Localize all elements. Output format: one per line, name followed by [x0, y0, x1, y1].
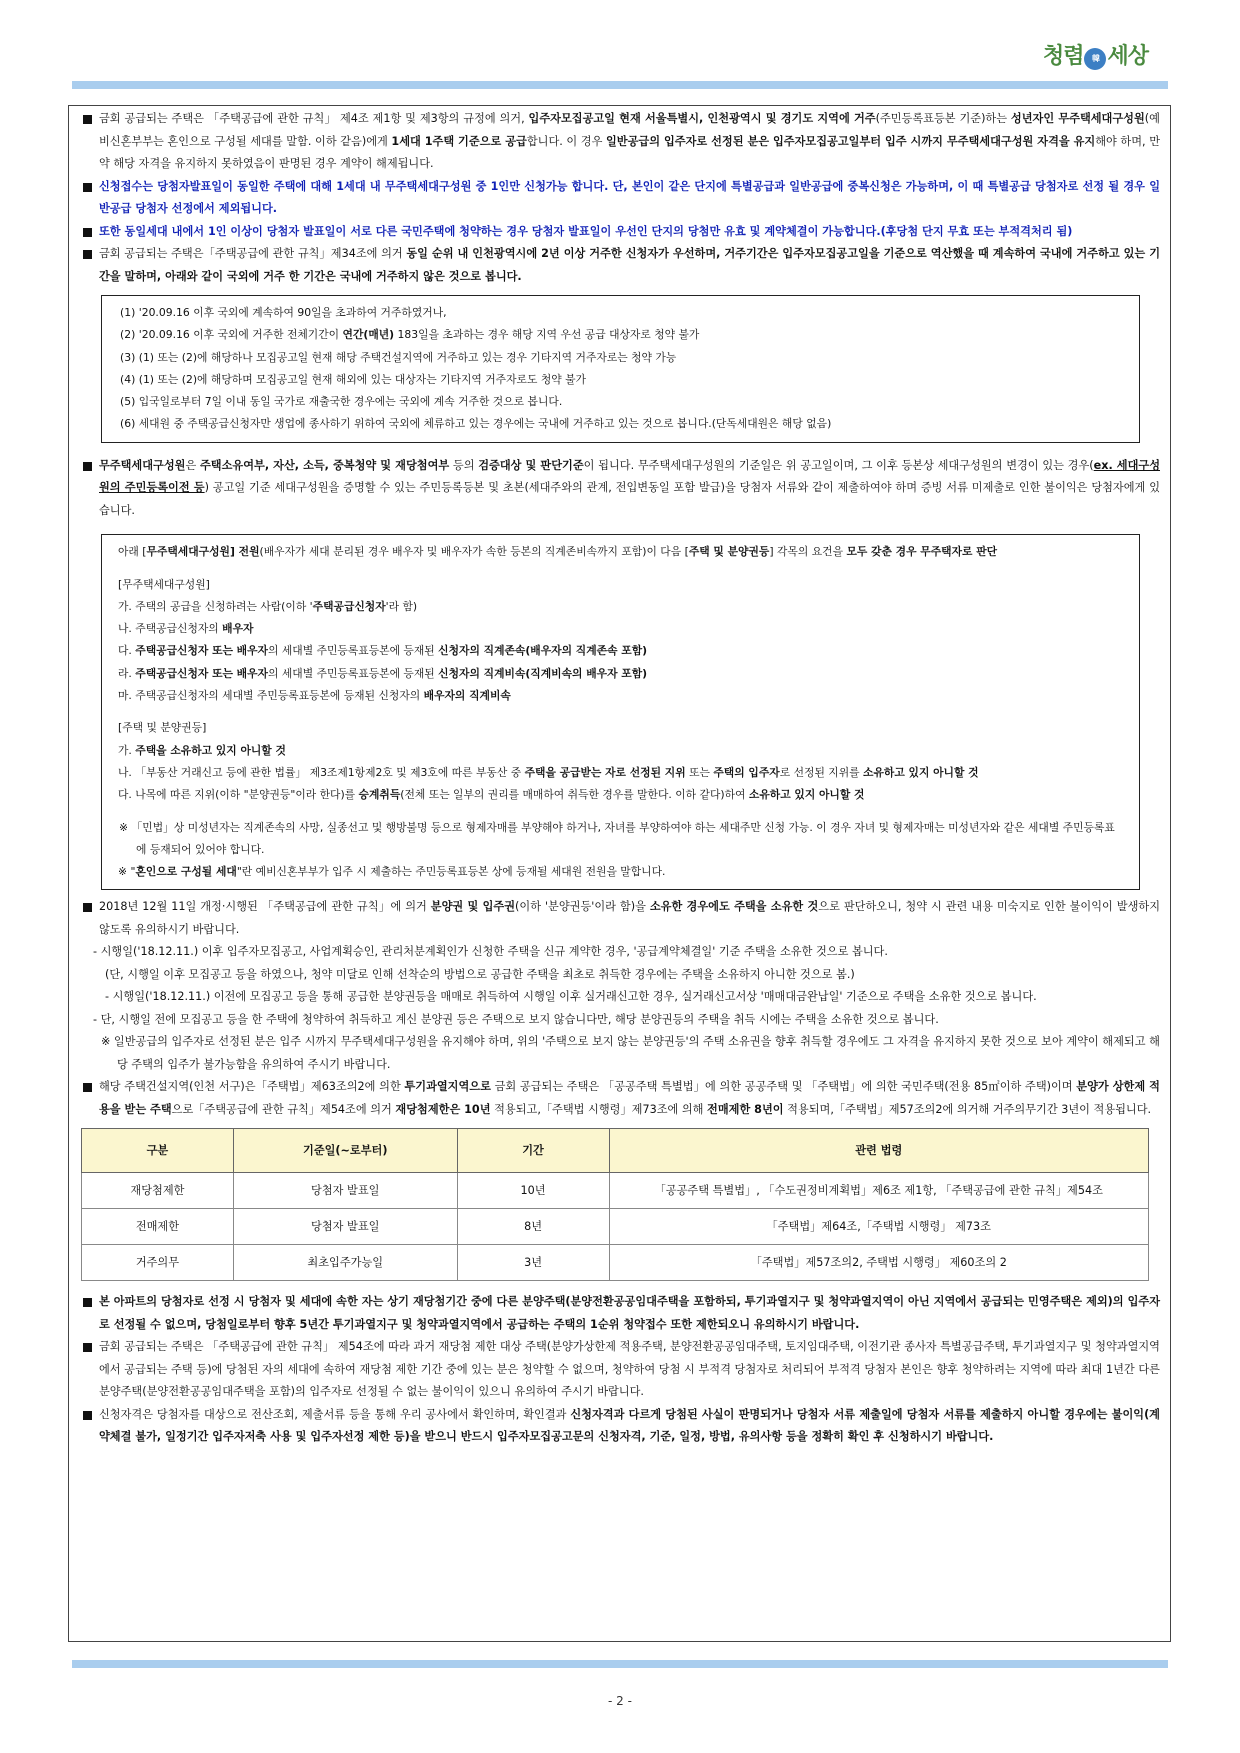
bullet-ineligible-winner — [81, 1336, 1160, 1404]
text: 금회 공급되는 주택은「주택공급에 관한 규칙」제34조에 의거 — [99, 247, 407, 260]
text-bold: 성년자인 무주택세대구성원 — [1010, 112, 1145, 125]
text-bold: 입주자모집공고일 현재 서울특별시, 인천광역시 및 경기도 지역에 거주 — [528, 112, 876, 125]
text: 등의 — [449, 458, 479, 472]
logo — [1043, 42, 1148, 72]
text: 가. 주택의 공급을 신청하려는 사람(이하 ' — [118, 599, 313, 613]
text: (예비신혼부부는 혼인으로 구성될 세대를 말함. 이하 같음)에게 — [99, 112, 1160, 148]
text: 다. 나목에 따른 지위(이하 "분양권등"이라 한다)를 — [118, 788, 359, 802]
table-header: 구분 — [82, 1129, 234, 1173]
bullet-verification — [81, 1404, 1160, 1449]
text-bold: 신청자의 직계존속(배우자의 직계존속 포함) — [438, 644, 648, 658]
text-bold: 재당첨제한은 10년 — [395, 1102, 491, 1116]
text-bold: 주택공급신청자 — [312, 599, 386, 613]
presale-rule-1-note: (단, 시행일 이후 모집공고 등을 하였으나, 청약 미달로 인해 선착순의 방법으로 공급한 주택을 최초로 취득한 경우에는 주택을 소유하지 아니한 것으로 봄.) — [105, 967, 855, 981]
criteria-heading-housing: [주택 및 분양권등] — [118, 721, 207, 735]
presale-rule-2: - 시행일('18.12.11.) 이전에 모집공고 등을 통해 공급한 분양권등을 매매로 취득하여 시행일 이후 실거래신고한 경우, 실거래신고서상 '매매대금완납일' 기준으로 주택을 소유한 것으로 봅니다. — [105, 990, 1037, 1004]
text: 으로「주택공급에 관한 규칙」제54조에 의거 — [171, 1102, 396, 1116]
text-bold: 소유하고 있지 아니할 것 — [863, 765, 979, 779]
text-bold: 주택공급신청자 또는 배우자 — [135, 666, 268, 680]
homeless-criteria-box — [101, 534, 1140, 890]
text: "란 예비신혼부부가 입주 시 제출하는 주민등록표등본 상에 등재될 세대원 전원을 말합니다. — [236, 865, 666, 879]
bullet-household-verification — [81, 455, 1160, 523]
text: 으로 판단하오니, 청약 시 관련 내용 미숙지로 인한 불이익이 발생하지 않도록 유의하시기 바랍니다. — [99, 900, 1160, 936]
text-bold: 모두 갖춘 경우 무주택자로 판단 — [846, 545, 998, 559]
text: 의 세대별 주민등록표등본에 등재된 — [267, 644, 439, 658]
criteria-member-e — [118, 685, 1123, 707]
bullet-presale-rights — [81, 896, 1160, 941]
text-bold: 분양가 상한제 적용을 받는 주택 — [99, 1080, 1160, 1116]
text-bold: 동일 순위 내 인천광역시에 2년 이상 거주한 신청자가 우선하며, 거주기간은 입주자모집공고일을 기준으로 역산했을 때 계속하여 국내에 거주하고 있는 기간을 말하며, 아래와 같이 국외에 거주 한 기간은 국내에 거주하지 않은 것으로 봅니다. — [99, 247, 1161, 283]
criteria-intro — [118, 541, 1123, 563]
overseas-item-4: (4) (1) 또는 (2)에 해당하며 모집공고일 현재 해외에 있는 대상자는 기타지역 거주자로도 청약 불가 — [120, 372, 586, 386]
text: 또는 — [685, 765, 714, 779]
presale-note: ※ 일반공급의 입주자로 선정된 분은 입주 시까지 무주택세대구성원을 유지해야 하며, 위의 '주택으로 보지 않는 분양권등'의 주택 소유권을 향후 취득할 경우에도 그 자격을 유지하지 못한 것으로 보아 계약이 해제되고 해당 주택의 입주가 불가능함을 유의하여 주시기 바랍니다. — [101, 1035, 1160, 1071]
table-cell: 최초입주가능일 — [233, 1245, 457, 1281]
text-bold: 주택을 소유하고 있지 아니할 것 — [135, 743, 286, 757]
text-bold: 배우자의 직계비속 — [423, 689, 511, 703]
text: 합니다. 이 경우 — [526, 134, 606, 148]
text-bold: 주택소유여부, 자산, 소득, 중복청약 및 재당첨여부 — [200, 458, 450, 472]
text: 183일을 초과하는 경우 해당 지역 우선 공급 대상자로 청약 불가 — [394, 328, 700, 342]
text: 다. — [118, 644, 136, 658]
text: 나. 주택공급신청자의 — [118, 622, 223, 636]
table-cell: 8년 — [457, 1209, 609, 1245]
table-cell: 거주의무 — [82, 1245, 234, 1281]
table-cell: 「공공주택 특별법」, 「수도권정비계획법」제6조 제1항, 「주택공급에 관한 규칙」제54조 — [609, 1173, 1149, 1209]
text-bold: 1세대 1주택 기준으로 공급 — [391, 134, 527, 148]
text-bold: 무주택세대구성원 — [99, 458, 186, 472]
footer-bar — [72, 1660, 1168, 1668]
text-bold: 주택 및 분양권등 — [688, 545, 770, 559]
table-header-row — [82, 1129, 1149, 1173]
text: ] 각목의 요건을 — [769, 545, 847, 559]
logo-globe-icon: 韓 — [1084, 48, 1106, 70]
page-number: - 2 - — [608, 1694, 632, 1708]
text: 라. — [118, 666, 136, 680]
text: 금회 공급되는 주택은 「주택공급에 관한 규칙」 제54조에 따라 과거 재당첨 제한 대상 주택(분양가상한제 적용주택, 분양전환공공임대주택, 토지임대주택, 이전기관 종사자 특별공급주택, 투기과열지구 및 청약과열지역에서 공급되는 주택 등)에 당첨된 자의 세대에 속하여 재당첨 제한 기간 중에 있는 분은 청약할 수 없으며, 청약하여 당첨 시 부적격 당첨자로 처리되어 부적격 당첨자 본인은 향후 청약하려는 지역에 따라 최대 1년간 다른 분양주택(분양전환공공임대주택을 포함)의 입주자로 선정될 수 없는 불이익이 있으니 유의하여 주시기 바랍니다. — [99, 1340, 1160, 1399]
criteria-heading-members: [무주택세대구성원] — [118, 577, 210, 591]
bullet-same-household — [81, 221, 1160, 244]
text-bold: 검증대상 및 판단기준 — [478, 458, 584, 472]
text: 은 — [185, 458, 200, 472]
text: 해야 하며, 만약 해당 자격을 유지하지 못하였음이 판명된 경우 계약이 해제됩니다. — [99, 134, 1160, 170]
text: 금회 공급되는 주택은 「공공주택 특별법」에 의한 공공주택 및 「주택법」에 의한 국민주택(전용 85㎡이하 주택)이며 — [490, 1080, 1077, 1094]
text-bold: 신청접수는 당첨자발표일이 동일한 주택에 대해 1세대 내 무주택세대구성원 중 1인만 신청가능 합니다. 단, 본인이 같은 단지에 특별공급과 일반공급에 중복신청은 가능하며, 이 때 특별공급 당첨자로 선정 될 경우 일반공급 당첨자 선정에서 제외됩니다. — [99, 179, 1160, 215]
text: 가. — [118, 743, 136, 757]
text: 로 선정된 지위를 — [779, 765, 864, 779]
text: ※ " — [118, 865, 136, 879]
text: 해당 주택건설지역(인천 서구)은「주택법」제63조의2에 의한 — [99, 1080, 405, 1094]
overseas-item-2 — [120, 324, 1123, 346]
text-bold: 본 아파트의 당첨자로 선정 시 당첨자 및 세대에 속한 자는 상기 재당첨기간 중에 다른 분양주택(분양전환공공임대주택을 포함하되, 투기과열지구 및 청약과열지역이 아닌 지역에서 공급되는 민영주택은 제외)의 입주자로 선정될 수 없으며, 당첨일로부터 향후 5년간 투기과열지구 및 청약과열지역에서 공급하는 주택의 1순위 청약접수 또한 제한되오니 유의하시기 바랍니다. — [99, 1295, 1160, 1331]
table-cell: 10년 — [457, 1173, 609, 1209]
table-header: 관련 법령 — [609, 1129, 1149, 1173]
restriction-table — [81, 1128, 1149, 1281]
text: 아래 [ — [118, 545, 147, 559]
logo-text-right: 세상 — [1107, 44, 1148, 69]
text-bold: 혼인으로 구성될 세대 — [135, 865, 237, 879]
table-cell: 「주택법」제64조,「주택법 시행령」 제73조 — [609, 1209, 1149, 1245]
criteria-member-a — [118, 596, 1123, 618]
text-bold: 무주택세대구성원] 전원 — [146, 545, 260, 559]
text-bold: 분양권 및 입주권 — [430, 900, 516, 914]
text: 이 됩니다. 무주택세대구성원의 기준일은 위 공고일이며, 그 이후 등본상 세대구성원의 변경이 있는 경우( — [583, 458, 1094, 472]
text-bold: 투기과열지역으로 — [404, 1080, 491, 1094]
text-bold: 배우자 — [222, 622, 254, 636]
bullet-speculation-zone — [81, 1076, 1160, 1121]
text: 마. 주택공급신청자의 세대별 주민등록표등본에 등재된 신청자의 — [118, 689, 424, 703]
bullet-residence-priority — [81, 243, 1160, 288]
text-bold: 승계취득 — [358, 788, 401, 802]
table-row — [82, 1173, 1149, 1209]
table-cell: 재당첨제한 — [82, 1173, 234, 1209]
text-bold: 소유한 경우에도 주택을 소유한 것 — [649, 900, 819, 914]
text: 적용되고,「주택법 시행령」제73조에 의해 — [490, 1102, 708, 1116]
text: 2018년 12월 11일 개정·시행된 「주택공급에 관한 규칙」에 의거 — [99, 900, 431, 914]
text: 금회 공급되는 주택은 「주택공급에 관한 규칙」 제4조 제1항 및 제3항의 규정에 의거, — [99, 112, 529, 125]
criteria-housing-c — [118, 784, 1123, 806]
text-bold: 일반공급의 입주자로 선정된 분은 입주자모집공고일부터 입주 시까지 무주택세대구성원 자격을 유지 — [606, 134, 1096, 148]
logo-text-left: 청렴 — [1042, 44, 1084, 69]
overseas-item-1: (1) '20.09.16 이후 국외에 계속하여 90일을 초과하여 거주하였거나, — [120, 306, 447, 319]
overseas-residence-box — [101, 295, 1140, 443]
table-cell: 당첨자 발표일 — [233, 1209, 457, 1245]
overseas-item-3: (3) (1) 또는 (2)에 해당하나 모집공고일 현재 해당 주택건설지역에 거주하고 있는 경우 기타지역 거주자로는 청약 가능 — [120, 350, 677, 364]
text: (이하 '분양권등'이라 함)을 — [515, 900, 650, 914]
bullet-rewin-restriction — [81, 1291, 1160, 1336]
text-bold: 또한 동일세대 내에서 1인 이상이 당첨자 발표일이 서로 다른 국민주택에 청약하는 경우 당첨자 발표일이 우선인 단지의 당첨만 유효 및 계약체결이 가능합니다.(후당첨 단지 무효 또는 부적격처리 됨) — [99, 224, 1073, 238]
text-bold: 소유하고 있지 아니할 것 — [748, 788, 865, 802]
overseas-item-6: (6) 세대원 중 주택공급신청자만 생업에 종사하기 위하여 국외에 체류하고 있는 경우에는 국내에 거주하고 있는 것으로 봅니다.(단독세대원은 해당 없음) — [120, 417, 832, 431]
criteria-member-d — [118, 663, 1123, 685]
criteria-member-b — [118, 618, 1123, 640]
text: 신청자격은 당첨자를 대상으로 전산조회, 제출서류 등을 통해 우리 공사에서 확인하며, 확인결과 — [99, 1407, 571, 1421]
text-bold: 전매제한 8년이 — [707, 1102, 784, 1116]
text-bold: 주택을 공급받는 자로 선정된 지위 — [524, 765, 686, 779]
text-bold: 신청자격과 다르게 당첨된 사실이 판명되거나 당첨자 서류 제출일에 당첨자 서류를 제출하지 아니할 경우에는 불이익(계약체결 불가, 일정기간 입주자저축 사용 및 입주자선정 제한 등)을 받으니 반드시 입주자모집공고문의 신청자격, 기준, 일정, 방법, 유의사항 등을 정확히 확인 후 신청하시기 바랍니다. — [99, 1407, 1160, 1444]
table-header: 기간 — [457, 1129, 609, 1173]
text-bold: 주택의 입주자 — [713, 765, 780, 779]
text: (주민등록표등본 기준)하는 — [875, 112, 1011, 125]
criteria-housing-b — [118, 762, 1123, 784]
text: (배우자가 세대 분리된 경우 배우자 및 배우자가 속한 등본의 직계존비속까지 포함)이 다음 [ — [259, 545, 689, 559]
text-bold: ex. 세대구성원의 주민등록이전 등 — [99, 458, 1160, 495]
table-header: 기준일(~로부터) — [233, 1129, 457, 1173]
text: 나. 「부동산 거래신고 등에 관한 법률」 제3조제1항제2호 및 제3호에 따른 부동산 중 — [118, 765, 525, 779]
text: (전체 또는 일부의 권리를 매매하여 취득한 경우를 말한다. 이하 같다)하여 — [400, 788, 749, 802]
text: '라 함) — [385, 599, 418, 613]
text: (2) '20.09.16 이후 국외에 거주한 전체기간이 — [120, 328, 343, 342]
text: 의 세대별 주민등록표등본에 등재된 — [267, 666, 439, 680]
content-frame — [68, 105, 1171, 1642]
header-bar — [72, 81, 1168, 89]
bullet-one-applicant — [81, 176, 1160, 221]
text: 적용되며,「주택법」제57조의2에 의거해 거주의무기간 3년이 적용됩니다. — [783, 1102, 1152, 1116]
criteria-note-newlywed — [118, 861, 1123, 883]
overseas-item-5: (5) 입국일로부터 7일 이내 동일 국가로 재출국한 경우에는 국외에 계속 거주한 것으로 봅니다. — [120, 395, 563, 409]
criteria-housing-a — [118, 740, 1123, 762]
criteria-note-minor: ※ 「민법」상 미성년자는 직계존속의 사망, 실종선고 및 행방불명 등으로 형제자매를 부양해야 하거나, 자녀를 부양하여야 하는 세대주만 신청 가능. 이 경우 자녀 및 형제자매는 미성년자와 같은 세대별 주민등록표에 등재되어 있어야 합니다. — [119, 820, 1115, 856]
table-cell: 「주택법」제57조의2, 주택법 시행령」 제60조의 2 — [609, 1245, 1149, 1281]
table-cell: 3년 — [457, 1245, 609, 1281]
table-row — [82, 1245, 1149, 1281]
presale-rule-3: - 단, 시행일 전에 모집공고 등을 한 주택에 청약하여 취득하고 계신 분양권 등은 주택으로 보지 않습니다만, 해당 분양권등의 주택을 취득 시에는 주택을 소유한 것으로 봅니다. — [93, 1012, 939, 1026]
text: ) 공고일 기준 세대구성원을 증명할 수 있는 주민등록등본 및 초본(세대주와의 관계, 전입변동일 포함 발급)을 당첨자 서류와 같이 제출하여야 하며 증빙 서류 미제출로 인한 불이익은 당첨자에게 있습니다. — [99, 481, 1160, 517]
table-cell: 당첨자 발표일 — [233, 1173, 457, 1209]
bullet-eligibility — [81, 108, 1160, 176]
table-cell: 전매제한 — [82, 1209, 234, 1245]
text-bold: 신청자의 직계비속(직계비속의 배우자 포함) — [438, 666, 648, 680]
presale-rule-1: - 시행일('18.12.11.) 이후 입주자모집공고, 사업계획승인, 관리처분계획인가 신청한 주택을 신규 계약한 경우, '공급계약체결일' 기준 주택을 소유한 것으로 봅니다. — [93, 945, 888, 959]
table-row — [82, 1209, 1149, 1245]
text-bold: 연간(매년) — [342, 328, 395, 342]
criteria-member-c — [118, 640, 1123, 662]
text-bold: 주택공급신청자 또는 배우자 — [135, 644, 268, 658]
